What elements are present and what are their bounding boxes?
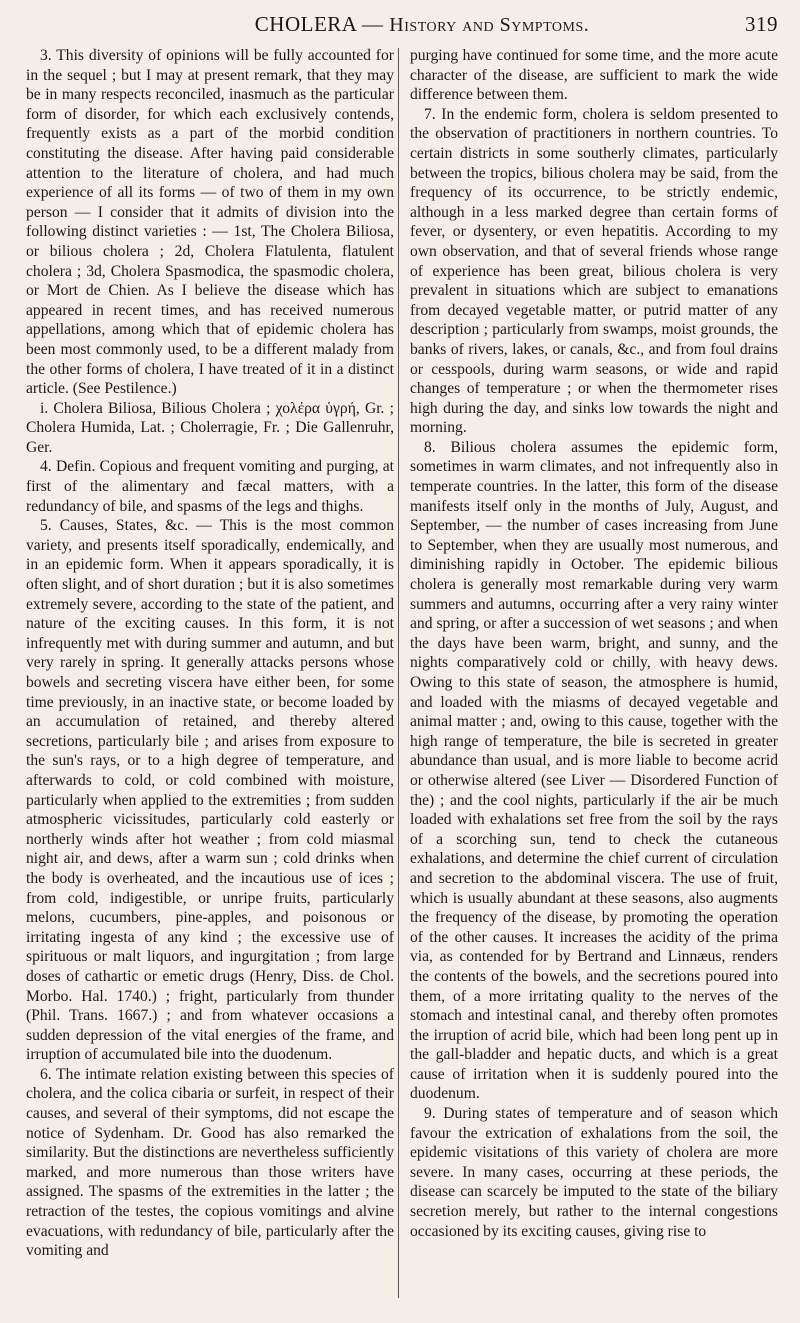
paragraph-4-definition: 4. Defin. Copious and frequent vomiting and purging, at first of the alimentary and fæcal matters, with a redundancy of bile, and spasms of the legs and thighs.	[26, 458, 394, 515]
running-title-main: CHOLERA —	[254, 12, 390, 36]
page-number: 319	[745, 12, 778, 36]
paragraph-8: 8. Bilious cholera assumes the epidemic form, sometimes in warm climates, and not infrequently also in temperate countries. In the latter, this form of the disease manifests itself only in the months of July, August, and September, — the number of cases increasing from June to September, when they are usually most numerous, and diminishing rapidly in October. The epidemic bilious cholera is generally most remarkable during very warm summers and autumns, occurring after a very rainy winter and spring, or after a succession of wet seasons ; and when the days have been warm, bright, and sunny, and the nights comparatively cold or chilly, with heavy dews. Owing to this state of season, the atmosphere is humid, and loaded with the miasms of decayed vegetable and animal matter ; and, owing to this cause, together with the high range of temperature, the bile is secreted in greater abundance than usual, and is more liable to become acrid or otherwise altered (see Liver — Disordered Function of the) ; and the cool nights, particularly if the air be much loaded with exhalations set free from the soil by the rays of a scorching sun, tend to check the cutaneous exhalations, and determine the chief current of circulation and secretion to the abdominal viscera. The use of fruit, which is usually abundant at these seasons, also augments the frequency of the disease, by promoting the operation of the other causes. It increases the acidity of the prima via, as contended for by Bertrand and Linnæus, renders the contents of the bowels, and the secretions poured into them, of a more irritating quality to the nerves of the stomach and intestinal canal, and thereby often promotes the irruption of acrid bile, which had been long pent up in the gall-bladder and hepatic ducts, and which is a great cause of irritation when it is suddenly poured into the duodenum.	[410, 438, 778, 1103]
running-title-sub: History and Symptoms.	[389, 14, 590, 36]
column-divider	[398, 48, 399, 1298]
paragraph-continuation: purging have continued for some time, and the more acute character of the disease, are sufficient to mark the wide difference between them.	[410, 47, 778, 104]
paragraph-3: 3. This diversity of opinions will be fully accounted for in the sequel ; but I may at present remark, that they may be in many respects reconciled, inasmuch as the particular form of disorder, for which each exclusively contends, frequently exists as a part of the morbid condition constituting the disease. After having paid considerable attention to the literature of cholera, and had much experience of all its forms — of two of them in my own person — I consider that it admits of division into the following distinct varieties : — 1st, The Cholera Biliosa, or bilious cholera ; 2d, Cholera Flatulenta, flatulent cholera ; 3d, Cholera Spasmodica, the spasmodic cholera, or Mort de Chien. As I believe the disease which has appeared in recent times, and has received numerous appellations, among which that of epidemic cholera has been most commonly used, to be a different malady from the other forms of cholera, I have treated of it in a distinct article. (See Pestilence.)	[26, 47, 394, 398]
paragraph-i-synonyms: i. Cholera Biliosa, Bilious Cholera ; χολέρα ὑγρή, Gr. ; Cholera Humida, Lat. ; Cholerragie, Fr. ; Die Gallenruhr, Ger.	[26, 399, 394, 456]
left-column	[26, 46, 394, 1261]
right-column	[410, 46, 778, 1261]
paragraph-9: 9. During states of temperature and of season which favour the extrication of exhalations from the soil, the epidemic visitations of this variety of cholera are more severe. In many cases, occurring at these periods, the disease can scarcely be imputed to the state of the biliary secretion merely, but rather to the internal congestions occasioned by its exciting causes, giving rise to	[410, 1105, 778, 1240]
running-title	[26, 12, 728, 37]
running-head	[26, 12, 778, 46]
text-columns	[26, 46, 778, 1261]
paragraph-6: 6. The intimate relation existing between this species of cholera, and the colica cibaria or surfeit, in respect of their causes, and several of their symptoms, did not escape the notice of Sydenham. Dr. Good has also remarked the similarity. But the distinctions are nevertheless sufficiently marked, and more numerous than those writers have assigned. The spasms of the extremities in the latter ; the retraction of the testes, the copious vomitings and alvine evacuations, with redundancy of bile, particularly after the vomiting and	[26, 1065, 394, 1260]
paragraph-5-causes: 5. Causes, States, &c. — This is the most common variety, and presents itself sporadically, endemically, and in an epidemic form. When it appears sporadically, it is often slight, and of short duration ; but it is also sometimes extremely severe, according to the state of the patient, and nature of the exciting causes. In this form, it is not infrequently met with during summer and autumn, and but very rarely in spring. It generally attacks persons whose bowels and secreting viscera have either been, for some time previously, in an inactive state, or become loaded by an accumulation of retained, and thereby altered secretions, particularly bile ; and arises from exposure to the sun's rays, or to a high degree of temperature, and afterwards to cold, or cold combined with moisture, particularly when applied to the extremities ; from sudden atmospheric vicissitudes, particularly cold easterly or northerly winds after hot weather ; from cold miasmal night air, and dews, after a warm sun ; cold drinks when the body is overheated, and the incautious use of ices ; from cold, indigestible, or unripe fruits, particularly melons, cucumbers, pine-apples, and poisonous or irritating ingesta of any kind ; the excessive use of spirituous or malt liquors, and ingurgitation ; from large doses of cathartic or emetic drugs (Henry, Diss. de Chol. Morbo. Hal. 1740.) ; fright, particularly from thunder (Phil. Trans. 1667.) ; and from whatever occasions a sudden depression of the vital energies of the frame, and irruption of accumulated bile into the duodenum.	[26, 517, 394, 1064]
paragraph-7: 7. In the endemic form, cholera is seldom presented to the observation of practitioners in northern countries. To certain districts in some southerly climates, particularly between the tropics, bilious cholera may be said, from the frequency of its occurrence, to be strictly endemic, although in a less marked degree than certain forms of fever, or dysentery, or even hepatitis. According to my own observation, and that of several friends whose range of experience has been great, bilious cholera is very prevalent in situations which are subject to emanations from decayed vegetable matter, or putrid matter of any description ; particularly from swamps, moist grounds, the banks of rivers, lakes, or canals, &c., and from foul drains or cesspools, during warm seasons, or wide and rapid changes of temperature ; or when the thermometer rises high during the day, and sinks low towards the night and morning.	[410, 105, 778, 437]
